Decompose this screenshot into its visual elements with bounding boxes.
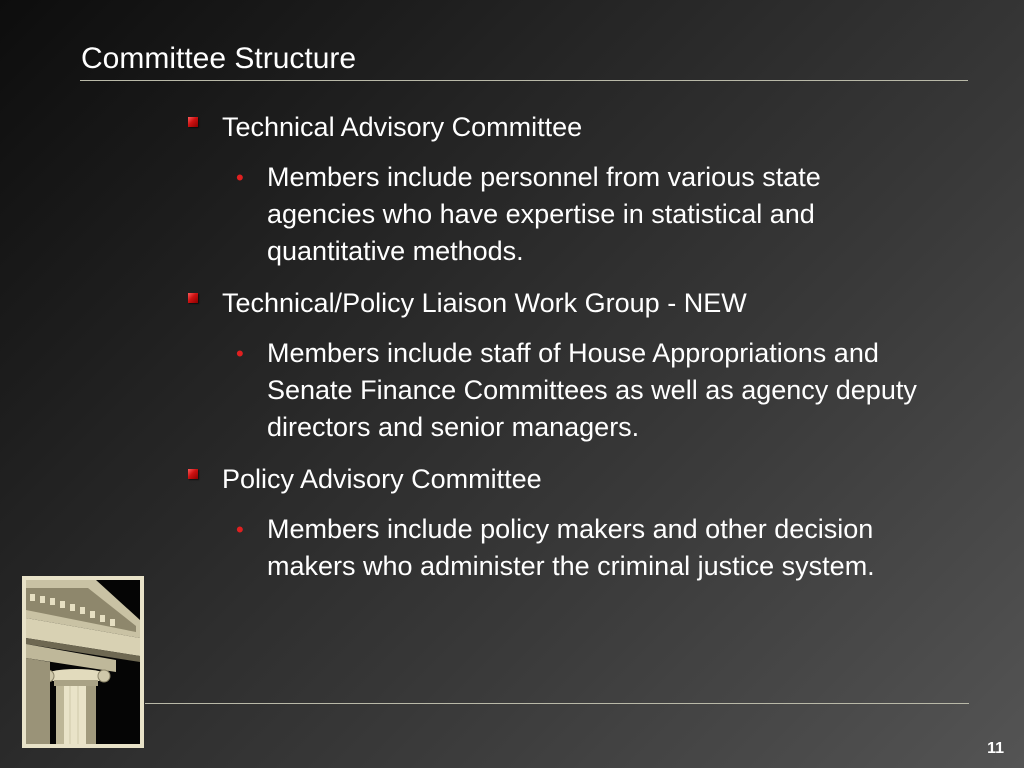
sub-bullet-text: Members include policy makers and other decision makers who administer the criminal justice system. <box>267 514 875 581</box>
red-dot-bullet-icon: • <box>236 517 244 542</box>
column-photo-icon <box>26 580 140 744</box>
sub-bullet-text: Members include staff of House Appropriations and Senate Finance Committees as well as agency deputy directors and senior managers. <box>267 338 917 442</box>
bullet-list <box>185 110 945 585</box>
sub-bullet-item <box>230 159 927 270</box>
red-dot-bullet-icon: • <box>236 165 244 190</box>
red-dot-bullet-icon: • <box>236 341 244 366</box>
footer-divider <box>145 703 969 704</box>
sub-bullet-text: Members include personnel from various state agencies who have expertise in statistical and quantitative methods. <box>267 162 821 266</box>
sub-bullet-item <box>230 511 927 585</box>
red-square-bullet-icon <box>188 293 198 303</box>
sub-bullet-item <box>230 335 927 446</box>
column-building-photo <box>22 576 144 748</box>
bullet-label: Policy Advisory Committee <box>222 464 542 494</box>
bullet-item <box>185 286 945 320</box>
page-number: 11 <box>987 740 1004 757</box>
bullet-label: Technical/Policy Liaison Work Group - NEW <box>222 288 747 318</box>
red-square-bullet-icon <box>188 469 198 479</box>
bullet-item <box>185 462 945 496</box>
bullet-label: Technical Advisory Committee <box>222 112 583 142</box>
slide-title: Committee Structure <box>81 42 357 75</box>
red-square-bullet-icon <box>188 117 198 127</box>
title-divider <box>80 80 968 81</box>
bullet-item <box>185 110 945 144</box>
